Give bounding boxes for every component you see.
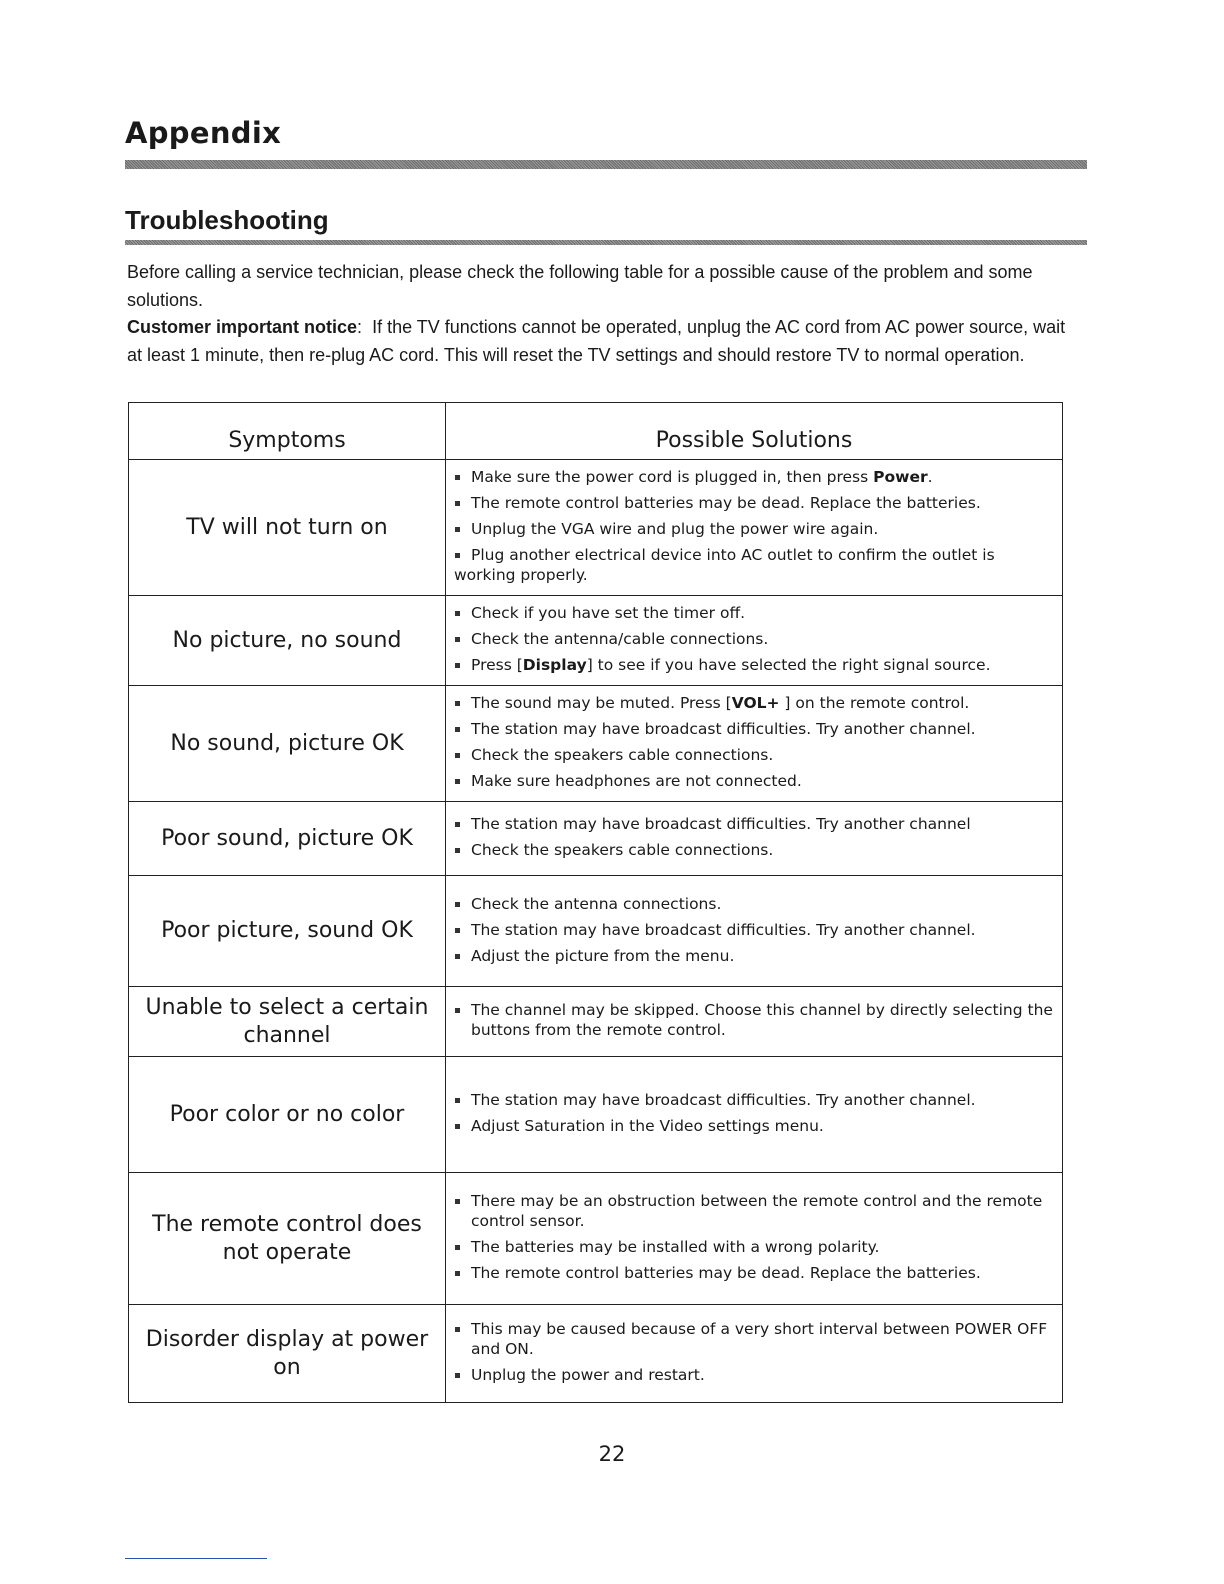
- page-heading: Appendix: [125, 116, 282, 150]
- solutions-cell: [446, 1305, 1063, 1403]
- notice-label: Customer important notice: [127, 317, 358, 337]
- table-row: [129, 987, 1063, 1057]
- symptom-cell: No picture, no sound: [129, 596, 446, 686]
- header-symptoms: Symptoms: [129, 403, 446, 460]
- solution-item: The remote control batteries may be dead. Replace the batteries.: [454, 1263, 1056, 1283]
- symptom-cell: Poor sound, picture OK: [129, 802, 446, 876]
- symptom-cell: Disorder display at power on: [129, 1305, 446, 1403]
- table-row: [129, 802, 1063, 876]
- solution-item: The channel may be skipped. Choose this channel by directly selecting the buttons from the remote control.: [454, 1000, 1056, 1040]
- solutions-cell: [446, 460, 1063, 596]
- solutions-cell: [446, 686, 1063, 802]
- table-row: [129, 876, 1063, 987]
- solution-item: Check the speakers cable connections.: [454, 745, 1056, 765]
- solution-item: Plug another electrical device into AC outlet to confirm the outlet is working properly.: [454, 545, 1056, 585]
- symptom-cell: Poor picture, sound OK: [129, 876, 446, 987]
- symptom-cell: Poor color or no color: [129, 1057, 446, 1173]
- solution-item: There may be an obstruction between the remote control and the remote control sensor.: [454, 1191, 1056, 1231]
- heading-rule: [125, 160, 1087, 169]
- solutions-cell: [446, 596, 1063, 686]
- solution-item: Adjust the picture from the menu.: [454, 946, 1056, 966]
- solution-item: The station may have broadcast difficulties. Try another channel: [454, 814, 1056, 834]
- symptom-line: Unable to select a certain: [145, 994, 429, 1020]
- solution-item: Check the speakers cable connections.: [454, 840, 1056, 860]
- solution-keyword: VOL+: [731, 694, 780, 712]
- table-row: [129, 460, 1063, 596]
- symptom-line: channel: [243, 1022, 331, 1048]
- solutions-cell: [446, 876, 1063, 987]
- intro-text: Before calling a service technician, please check the following table for a possible cause of the problem and some solutions.: [127, 262, 1033, 310]
- table-row: [129, 1305, 1063, 1403]
- troubleshooting-table: [128, 402, 1063, 1403]
- solution-text: ] to see if you have selected the right signal source.: [586, 656, 991, 674]
- solution-text: .: [927, 468, 933, 486]
- solution-item: Unplug the VGA wire and plug the power wire again.: [454, 519, 1056, 539]
- symptom-cell: TV will not turn on: [129, 460, 446, 596]
- table-row: [129, 596, 1063, 686]
- solution-item: [454, 693, 1056, 713]
- table-row: [129, 1173, 1063, 1305]
- symptom-line: not operate: [222, 1239, 352, 1265]
- solution-text: Press [: [471, 656, 523, 674]
- solution-text: ] on the remote control.: [779, 694, 970, 712]
- solution-item: The station may have broadcast difficulties. Try another channel.: [454, 920, 1056, 940]
- symptom-cell: [129, 987, 446, 1057]
- intro-paragraph: [127, 259, 1077, 369]
- notice-text: If the TV functions cannot be operated, unplug the AC cord from AC power source, wait at least 1 minute, then re-plug AC cord. This will reset the TV settings and should restore TV to normal operation.: [127, 317, 1066, 365]
- solution-item: Check the antenna/cable connections.: [454, 629, 1056, 649]
- footnote-rule: [125, 1558, 267, 1559]
- section-heading: Troubleshooting: [125, 205, 329, 235]
- solution-item: Adjust Saturation in the Video settings menu.: [454, 1116, 1056, 1136]
- solution-item: Unplug the power and restart.: [454, 1365, 1056, 1385]
- solutions-cell: [446, 987, 1063, 1057]
- solution-item: [454, 467, 1056, 487]
- solution-keyword: Display: [522, 656, 587, 674]
- solutions-cell: [446, 1173, 1063, 1305]
- solutions-cell: [446, 1057, 1063, 1173]
- section-rule: [125, 240, 1087, 245]
- solution-text: The sound may be muted. Press [: [471, 694, 732, 712]
- table-row: [129, 686, 1063, 802]
- solution-item: The station may have broadcast difficulties. Try another channel.: [454, 719, 1056, 739]
- solution-item: The station may have broadcast difficulties. Try another channel.: [454, 1090, 1056, 1110]
- table-header-row: [129, 403, 1063, 460]
- table-row: [129, 1057, 1063, 1173]
- solution-keyword: Power: [873, 468, 928, 486]
- solution-item: The remote control batteries may be dead. Replace the batteries.: [454, 493, 1056, 513]
- symptom-line: The remote control does: [152, 1211, 422, 1237]
- solution-item: [454, 655, 1056, 675]
- header-solutions: Possible Solutions: [446, 403, 1063, 460]
- solution-text: Make sure the power cord is plugged in, then press: [471, 468, 874, 486]
- solution-item: Check if you have set the timer off.: [454, 603, 1056, 623]
- solution-item: This may be caused because of a very short interval between POWER OFF and ON.: [454, 1319, 1056, 1359]
- solution-item: Make sure headphones are not connected.: [454, 771, 1056, 791]
- solution-item: Check the antenna connections.: [454, 894, 1056, 914]
- solution-item: The batteries may be installed with a wrong polarity.: [454, 1237, 1056, 1257]
- symptom-cell: No sound, picture OK: [129, 686, 446, 802]
- notice-colon: :: [357, 317, 363, 337]
- page-number: 22: [598, 1442, 626, 1466]
- symptom-cell: [129, 1173, 446, 1305]
- solutions-cell: [446, 802, 1063, 876]
